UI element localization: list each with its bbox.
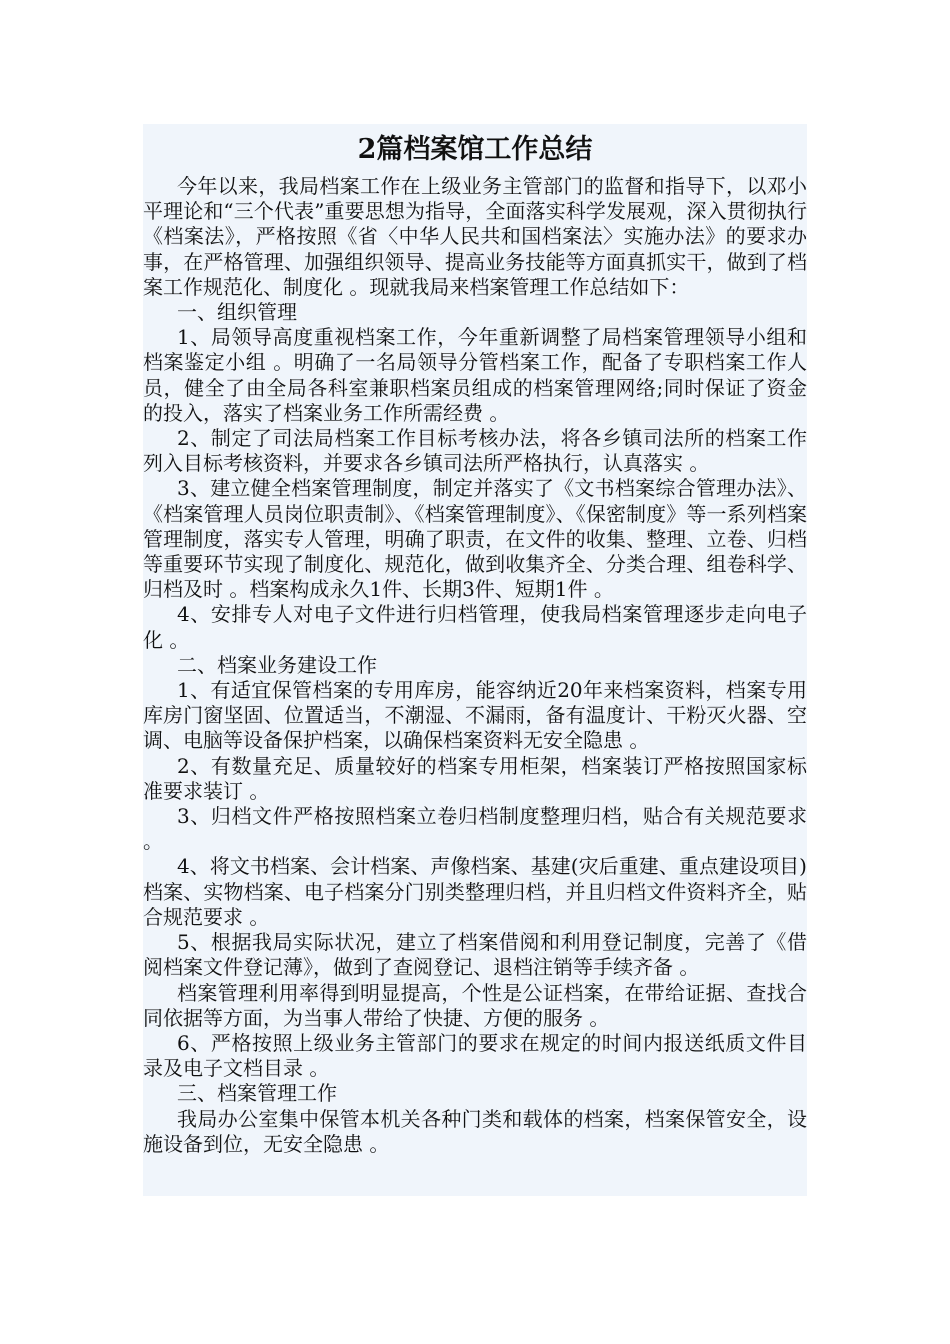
body-paragraph: 3、归档文件严格按照档案立卷归档制度整理归档，贴合有关规范要求 。 [143,804,807,854]
section-heading: 二、档案业务建设工作 [177,652,377,677]
body-paragraph: 2、制定了司法局档案工作目标考核办法，将各乡镇司法所的档案工作列入目标考核资料，并要求各乡镇司法所严格执行，认真落实 。 [143,426,807,476]
body-paragraph: 1、局领导高度重视档案工作，今年重新调整了局档案管理领导小组和档案鉴定小组 。明确了一名局领导分管档案工作，配备了专职档案工作人员，健全了由全局各科室兼职档案员组成的档案管理网络;同时保证了资金的投入，落实了档案业务工作所需经费 。 [143,325,807,425]
body-paragraph: 4、安排专人对电子文件进行归档管理，使我局档案管理逐步走向电子化 。 [143,602,807,652]
body-paragraph: 4、将文书档案、会计档案、声像档案、基建(灾后重建、重点建设项目)档案、实物档案、电子档案分门别类整理归档，并且归档文件资料齐全，贴合规范要求 。 [143,854,807,929]
document-body [143,174,807,1157]
body-paragraph: 1、有适宜保管档案的专用库房，能容纳近20年来档案资料，档案专用库房门窗坚固、位置适当，不潮湿、不漏雨，备有温度计、干粉灭火器、空调、电脑等设备保护档案，以确保档案资料无安全隐患 。 [143,678,807,753]
body-paragraph: 我局办公室集中保管本机关各种门类和载体的档案，档案保管安全，设施设备到位，无安全隐患 。 [143,1106,807,1156]
document-title: 2篇档案馆工作总结 [357,134,593,165]
body-paragraph: 2、有数量充足、质量较好的档案专用柜架，档案装订严格按照国家标准要求装订 。 [143,753,807,803]
body-paragraph: 3、建立健全档案管理制度，制定并落实了《文书档案综合管理办法》、《档案管理人员岗位职责制》、《档案管理制度》、《保密制度》等一系列档案管理制度，落实专人管理，明确了职责，在文件的收集、整理、立卷、归档等重要环节实现了制度化、规范化，做到收集齐全、分类合理、组卷科学、归档及时 。档案构成永久1件、长期3件、短期1件 。 [143,476,807,602]
section-heading: 三、档案管理工作 [177,1081,337,1106]
body-paragraph: 今年以来，我局档案工作在上级业务主管部门的监督和指导下，以邓小平理论和“三个代表”重要思想为指导，全面落实科学发展观，深入贯彻执行《档案法》，严格按照《省〈中华人民共和国档案法〉实施办法》的要求办事，在严格管理、加强组织领导、提高业务技能等方面真抓实干，做到了档案工作规范化、制度化 。现就我局来档案管理工作总结如下： [143,174,807,299]
document-page [143,124,807,1196]
body-paragraph: 5、根据我局实际状况，建立了档案借阅和利用登记制度，完善了《借阅档案文件登记薄》，做到了查阅登记、退档注销等手续齐备 。 [143,930,807,980]
section-heading: 一、组织管理 [177,300,297,325]
body-paragraph: 档案管理利用率得到明显提高，个性是公证档案，在带给证据、查找合同依据等方面，为当事人带给了快捷、方便的服务 。 [143,980,807,1030]
body-paragraph: 6、严格按照上级业务主管部门的要求在规定的时间内报送纸质文件目录及电子文档目录 。 [143,1030,807,1081]
